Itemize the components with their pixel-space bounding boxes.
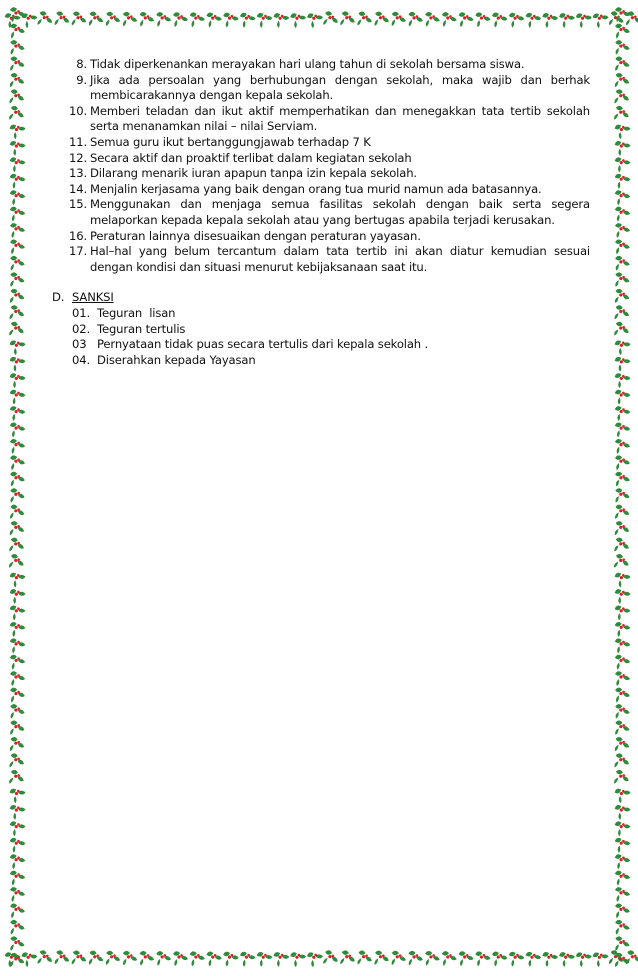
holly-leaf-icon <box>614 121 633 140</box>
holly-leaf-icon <box>10 455 25 470</box>
list-item <box>72 306 590 322</box>
holly-leaf-icon <box>8 520 26 538</box>
holly-leaf-icon <box>407 11 424 27</box>
holly-leaf-icon <box>87 950 105 968</box>
list-item <box>72 322 590 338</box>
holly-leaf-icon <box>613 504 630 521</box>
item-number: 01. <box>72 305 90 320</box>
holly-leaf-icon <box>356 11 374 29</box>
holly-leaf-icon <box>9 354 28 373</box>
holly-leaf-icon <box>87 11 105 29</box>
holly-leaf-icon <box>9 155 27 173</box>
holly-leaf-icon <box>390 11 407 28</box>
list-item <box>72 353 590 369</box>
item-number: 12. <box>69 150 87 165</box>
holly-leaf-icon <box>190 951 206 966</box>
holly-leaf-icon <box>613 736 631 754</box>
holly-leaf-icon <box>321 10 340 29</box>
document-body <box>52 57 590 368</box>
holly-leaf-icon <box>442 951 457 966</box>
holly-leaf-icon <box>9 569 28 588</box>
holly-leaf-icon <box>9 388 27 405</box>
holly-leaf-icon <box>9 256 25 272</box>
holly-leaf-icon <box>373 950 391 967</box>
holly-leaf-icon <box>10 422 26 438</box>
list-item <box>72 337 590 353</box>
holly-leaf-icon <box>614 603 632 621</box>
holly-leaf-icon <box>9 405 26 422</box>
holly-leaf-icon <box>53 949 72 967</box>
item-text: Peraturan lainnya disesuaikan dengan peraturan yayasan. <box>90 228 421 243</box>
holly-leaf-icon <box>525 950 542 967</box>
holly-leaf-icon <box>339 949 357 967</box>
holly-leaf-icon <box>240 950 257 967</box>
holly-leaf-icon <box>508 11 525 28</box>
holly-leaf-icon <box>614 586 632 604</box>
item-number: 15. <box>69 197 87 212</box>
item-number: 02. <box>72 321 90 336</box>
holly-leaf-icon <box>612 769 631 788</box>
holly-leaf-icon <box>442 12 457 27</box>
holly-leaf-icon <box>70 950 88 968</box>
holly-leaf-icon <box>339 10 357 28</box>
holly-leaf-icon <box>373 11 391 28</box>
holly-leaf-icon <box>173 951 188 966</box>
item-number: 03 <box>72 337 87 352</box>
list-item <box>52 197 590 228</box>
holly-leaf-icon <box>156 951 172 966</box>
holly-leaf-icon <box>10 223 25 238</box>
item-number: 11. <box>69 134 87 149</box>
holly-leaf-icon <box>614 936 631 953</box>
item-number: 17. <box>69 244 87 259</box>
holly-leaf-icon <box>9 603 27 621</box>
item-number: 9. <box>76 72 87 87</box>
holly-leaf-icon <box>8 89 26 107</box>
holly-leaf-icon <box>10 206 26 222</box>
holly-leaf-icon <box>615 223 630 238</box>
holly-border-top <box>0 0 638 34</box>
holly-leaf-icon <box>10 654 26 670</box>
holly-leaf-icon <box>9 337 28 356</box>
holly-leaf-icon <box>10 637 26 653</box>
holly-leaf-icon <box>8 72 26 90</box>
holly-leaf-icon <box>614 785 633 804</box>
holly-leaf-icon <box>9 620 26 637</box>
holly-leaf-icon <box>613 952 631 969</box>
holly-leaf-icon <box>575 10 594 29</box>
holly-leaf-icon <box>206 951 222 967</box>
holly-leaf-icon <box>614 138 632 156</box>
item-text: Teguran tertulis <box>97 321 186 336</box>
holly-leaf-icon <box>615 422 631 438</box>
holly-leaf-icon <box>10 903 26 918</box>
holly-leaf-icon <box>104 950 121 967</box>
holly-leaf-icon <box>424 951 440 967</box>
holly-leaf-icon <box>36 10 55 29</box>
holly-leaf-icon <box>614 836 631 853</box>
item-text: Menggunakan dan menjaga semua fasilitas sekolah dengan baik serta segera melaporkan kepada kepala sekolah atau yang bertugas apabila terjadi kerusakan. <box>90 197 590 227</box>
item-text: Dilarang menarik iuran apapun tanpa izin kepala sekolah. <box>90 166 417 181</box>
holly-leaf-icon <box>9 785 28 804</box>
item-number: 10. <box>69 103 87 118</box>
holly-leaf-icon <box>614 23 630 39</box>
holly-leaf-icon <box>8 304 26 322</box>
list-item <box>52 166 590 182</box>
holly-leaf-icon <box>612 105 631 124</box>
holly-leaf-icon <box>36 949 55 968</box>
holly-leaf-icon <box>475 951 491 967</box>
item-number: 16. <box>69 228 87 243</box>
holly-leaf-icon <box>206 12 222 28</box>
holly-border-right <box>606 0 638 976</box>
item-number: 14. <box>69 181 87 196</box>
list-item <box>52 182 590 198</box>
item-number: 04. <box>72 352 90 367</box>
holly-leaf-icon <box>139 12 155 28</box>
holly-leaf-icon <box>9 121 28 140</box>
holly-leaf-icon <box>492 11 508 27</box>
holly-leaf-icon <box>306 10 325 29</box>
holly-border-left <box>0 0 34 976</box>
holly-leaf-icon <box>558 949 576 967</box>
holly-leaf-icon <box>256 950 274 968</box>
holly-leaf-icon <box>614 272 631 289</box>
item-text: Menjalin kerjasama yang baik dengan orang tua murid namun ada batasannya. <box>90 181 542 196</box>
holly-leaf-icon <box>614 337 633 356</box>
holly-leaf-icon <box>613 72 631 90</box>
holly-leaf-icon <box>273 949 291 967</box>
holly-leaf-icon <box>615 870 631 886</box>
holly-leaf-icon <box>9 23 25 39</box>
holly-leaf-icon <box>614 472 630 488</box>
holly-leaf-icon <box>614 720 631 737</box>
item-text: Hal–hal yang belum tercantum dalam tata tertib ini akan diatur kemudian sesuai dengan kondisi dan situasi menurut kebijaksanaan saat itu. <box>90 244 590 274</box>
holly-leaf-icon <box>7 105 26 124</box>
holly-leaf-icon <box>615 439 631 454</box>
holly-leaf-icon <box>558 10 576 28</box>
holly-leaf-icon <box>612 321 631 340</box>
holly-leaf-icon <box>614 488 631 504</box>
holly-leaf-icon <box>273 10 291 28</box>
holly-leaf-icon <box>459 951 474 966</box>
item-text: Memberi teladan dan ikut aktif memperhatikan dan menegakkan tata tertib sekolah serta menanamkan nilai – nilai Serviam. <box>90 103 590 134</box>
holly-leaf-icon <box>615 654 631 670</box>
holly-leaf-icon <box>9 40 25 56</box>
list-item <box>52 135 590 151</box>
holly-leaf-icon <box>9 687 25 703</box>
holly-border-bottom <box>0 936 638 976</box>
holly-leaf-icon <box>613 537 631 555</box>
holly-leaf-icon <box>542 11 560 29</box>
holly-leaf-icon <box>306 949 325 968</box>
holly-leaf-icon <box>508 950 525 967</box>
holly-leaf-icon <box>10 870 26 886</box>
holly-leaf-icon <box>190 12 206 27</box>
holly-leaf-icon <box>614 802 632 820</box>
holly-leaf-icon <box>7 769 26 788</box>
list-item <box>52 73 590 104</box>
holly-leaf-icon <box>10 671 25 686</box>
holly-leaf-icon <box>240 11 257 28</box>
holly-leaf-icon <box>356 950 374 968</box>
list-item <box>52 151 590 167</box>
holly-leaf-icon <box>424 12 440 28</box>
holly-leaf-icon <box>9 586 27 604</box>
holly-leaf-icon <box>8 288 26 305</box>
holly-leaf-icon <box>8 952 26 969</box>
holly-leaf-icon <box>10 239 26 254</box>
holly-leaf-icon <box>9 371 27 389</box>
holly-leaf-icon <box>9 853 26 869</box>
holly-leaf-icon <box>223 11 240 28</box>
holly-leaf-icon <box>10 887 25 902</box>
item-text: Jika ada persoalan yang berhubungan dengan sekolah, maka wajib dan berhak membicarakannya dengan kepala sekolah. <box>90 72 590 103</box>
section-heading <box>52 290 590 306</box>
holly-leaf-icon <box>614 920 630 936</box>
holly-leaf-icon <box>256 11 274 29</box>
holly-leaf-icon <box>9 936 26 953</box>
item-text: Teguran lisan <box>97 305 176 320</box>
sanksi-list <box>72 306 590 368</box>
holly-leaf-icon <box>614 56 631 73</box>
holly-leaf-icon <box>8 537 26 555</box>
holly-leaf-icon <box>613 288 631 305</box>
holly-leaf-icon <box>615 455 630 470</box>
holly-leaf-icon <box>9 56 26 73</box>
holly-leaf-icon <box>9 488 26 504</box>
holly-leaf-icon <box>9 172 26 189</box>
holly-leaf-icon <box>615 206 631 222</box>
holly-leaf-icon <box>7 553 26 572</box>
holly-leaf-icon <box>475 12 491 28</box>
list-item <box>52 244 590 275</box>
holly-leaf-icon <box>9 920 25 936</box>
holly-leaf-icon <box>390 950 407 967</box>
holly-leaf-icon <box>173 12 188 27</box>
holly-leaf-icon <box>614 354 633 373</box>
holly-leaf-icon <box>70 11 88 29</box>
holly-leaf-icon <box>614 819 632 837</box>
holly-leaf-icon <box>615 239 631 254</box>
holly-leaf-icon <box>615 7 630 22</box>
holly-leaf-icon <box>614 620 631 637</box>
holly-leaf-icon <box>614 256 630 272</box>
holly-leaf-icon <box>614 853 631 869</box>
holly-leaf-icon <box>613 753 631 771</box>
holly-leaf-icon <box>525 11 542 28</box>
holly-leaf-icon <box>614 189 631 205</box>
holly-leaf-icon <box>7 321 26 340</box>
holly-leaf-icon <box>615 887 630 902</box>
holly-leaf-icon <box>612 553 631 572</box>
item-text: Diserahkan kepada Yayasan <box>97 352 256 367</box>
holly-leaf-icon <box>10 7 25 22</box>
list-item <box>52 229 590 245</box>
holly-leaf-icon <box>613 304 631 322</box>
holly-leaf-icon <box>615 637 631 653</box>
holly-leaf-icon <box>8 504 25 521</box>
holly-leaf-icon <box>9 836 26 853</box>
rules-list <box>52 57 590 275</box>
holly-leaf-icon <box>614 40 630 56</box>
holly-leaf-icon <box>614 405 631 422</box>
holly-leaf-icon <box>9 138 27 156</box>
item-text: Secara aktif dan proaktif terlibat dalam kegiatan sekolah <box>90 150 412 165</box>
holly-leaf-icon <box>575 949 594 968</box>
holly-leaf-icon <box>614 687 630 703</box>
holly-leaf-icon <box>613 89 631 107</box>
holly-leaf-icon <box>8 753 26 771</box>
holly-leaf-icon <box>615 903 631 918</box>
holly-leaf-icon <box>614 155 632 173</box>
holly-leaf-icon <box>121 11 138 28</box>
holly-leaf-icon <box>9 189 26 205</box>
holly-leaf-icon <box>290 10 309 28</box>
holly-leaf-icon <box>121 950 138 967</box>
holly-leaf-icon <box>9 802 27 820</box>
holly-leaf-icon <box>10 439 26 454</box>
holly-leaf-icon <box>8 736 26 754</box>
holly-leaf-icon <box>614 569 633 588</box>
holly-leaf-icon <box>9 704 25 720</box>
list-item <box>52 57 590 73</box>
item-text: Tidak diperkenankan merayakan hari ulang tahun di sekolah bersama siswa. <box>90 57 525 71</box>
list-item <box>52 104 590 135</box>
holly-leaf-icon <box>615 671 630 686</box>
holly-leaf-icon <box>321 949 340 968</box>
holly-leaf-icon <box>614 704 630 720</box>
holly-leaf-icon <box>9 720 26 737</box>
holly-leaf-icon <box>614 371 632 389</box>
section-letter: D. <box>52 290 65 305</box>
item-number: 8. <box>76 57 87 71</box>
holly-leaf-icon <box>156 12 172 27</box>
item-text: Semua guru ikut bertanggungjawab terhadap 7 K <box>90 134 371 149</box>
holly-leaf-icon <box>104 11 121 28</box>
section-title: SANKSI <box>72 290 114 305</box>
holly-leaf-icon <box>614 172 631 189</box>
holly-leaf-icon <box>53 10 72 28</box>
holly-leaf-icon <box>9 272 26 289</box>
item-number: 13. <box>69 166 87 181</box>
item-text: Pernyataan tidak puas secara tertulis dari kepala sekolah . <box>97 337 429 352</box>
holly-leaf-icon <box>223 950 240 967</box>
holly-leaf-icon <box>613 520 631 538</box>
holly-leaf-icon <box>407 950 424 966</box>
holly-leaf-icon <box>9 819 27 837</box>
holly-leaf-icon <box>9 472 25 488</box>
holly-leaf-icon <box>139 951 155 967</box>
holly-leaf-icon <box>290 949 309 967</box>
holly-leaf-icon <box>614 388 632 405</box>
holly-leaf-icon <box>542 950 560 968</box>
holly-leaf-icon <box>459 12 474 27</box>
holly-leaf-icon <box>492 950 508 966</box>
